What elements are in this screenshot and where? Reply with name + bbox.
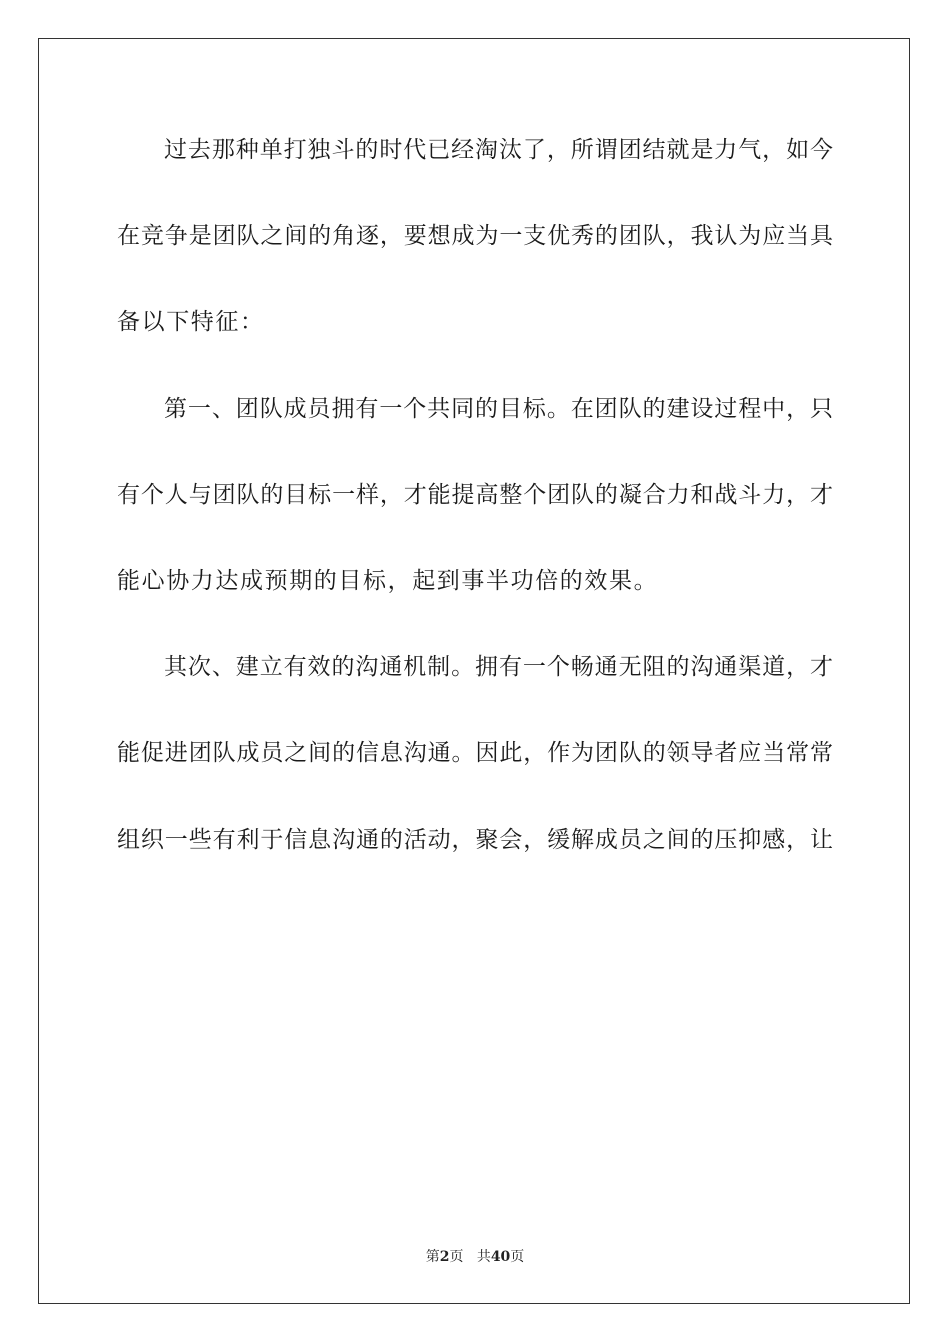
paragraph-1-line-3: 备以下特征： — [117, 309, 265, 336]
total-pages: 40 — [490, 1249, 511, 1265]
total-suffix: 页 — [510, 1249, 525, 1265]
paragraph-1-line-1: 过去那种单打独斗的时代已经淘汰了，所谓团结就是力气，如今 — [164, 137, 833, 163]
page-prefix: 第 — [425, 1249, 440, 1265]
page-number: 2 — [439, 1249, 450, 1265]
page-footer — [0, 1246, 950, 1266]
page-suffix: 页 — [449, 1249, 464, 1265]
paragraph-2-line-1: 第一、团队成员拥有一个共同的目标。在团队的建设过程中，只 — [164, 395, 833, 422]
paragraph-3-line-1: 其次、建立有效的沟通机制。拥有一个畅通无阻的沟通渠道，才 — [164, 654, 833, 681]
paragraph-3-line-3: 组织一些有利于信息沟通的活动，聚会，缓解成员之间的压抑感，让 — [117, 826, 833, 853]
paragraph-2-line-3: 能心协力达成预期的目标，起到事半功倍的效果。 — [117, 567, 659, 594]
paragraph-3-line-2: 能促进团队成员之间的信息沟通。因此，作为团队的领导者应当常常 — [117, 740, 833, 767]
paragraph-1-line-2: 在竞争是团队之间的角逐，要想成为一支优秀的团队，我认为应当具 — [117, 223, 833, 250]
paragraph-2-line-2: 有个人与团队的目标一样，才能提高整个团队的凝合力和战斗力，才 — [117, 481, 833, 508]
document-body — [117, 128, 833, 904]
total-prefix: 共 — [476, 1249, 491, 1265]
